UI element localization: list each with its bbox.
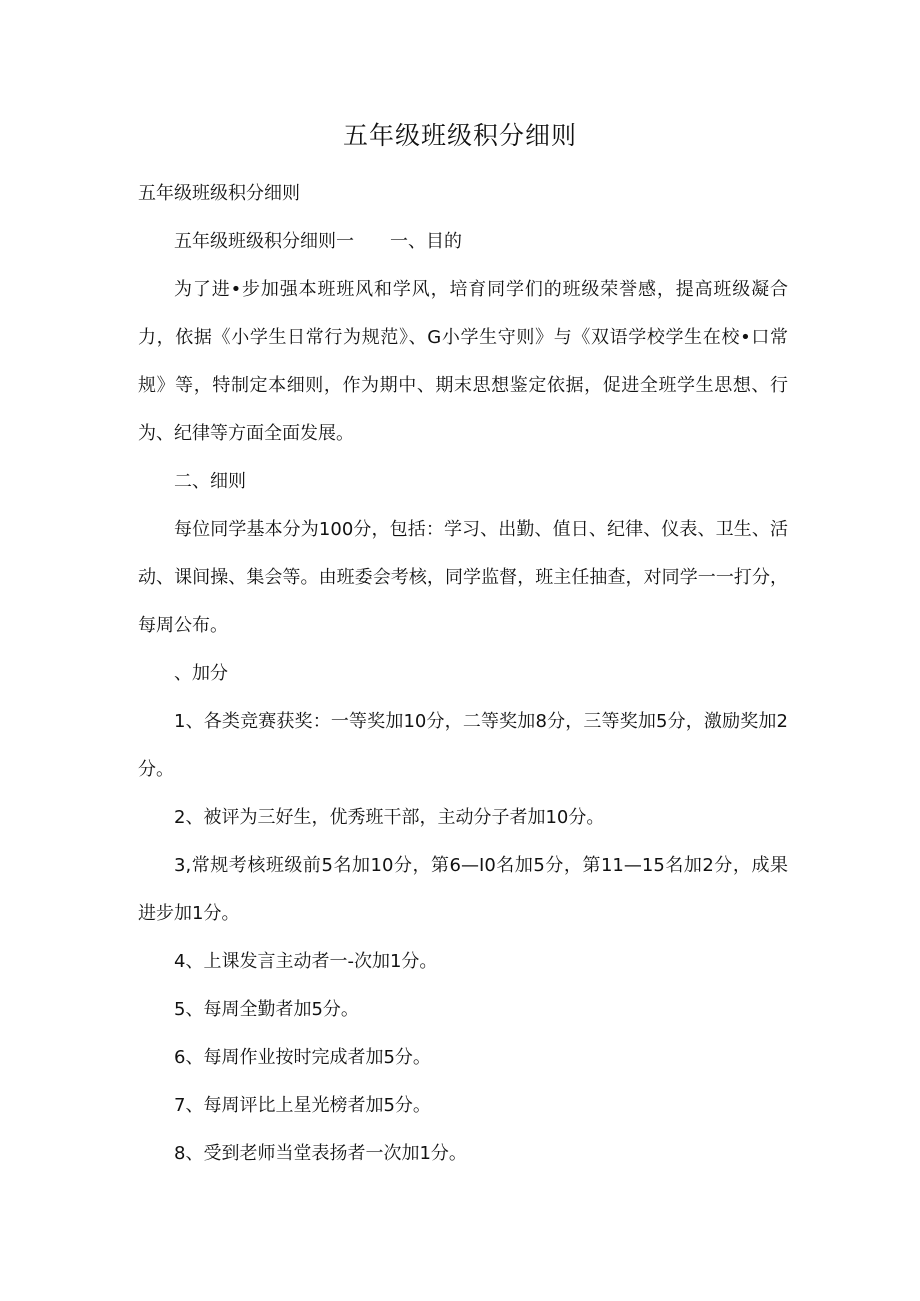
bonus-item-4: 4、上课发言主动者一-次加1分。: [174, 951, 438, 972]
document-subtitle: 五年级班级积分细则: [138, 183, 300, 204]
section-heading-rules: 二、细则: [174, 471, 246, 492]
bonus-item-3: 3,常规考核班级前5名加10分，第6—I0名加5分，第11—15名加2分，成果进步加1分。: [138, 855, 788, 924]
bonus-item-2: 2、被评为三好生，优秀班干部，主动分子者加10分。: [174, 807, 605, 828]
bonus-item-1: 1、各类竞赛获奖：一等奖加10分，二等奖加8分，三等奖加5分，激励奖加2分。: [138, 711, 788, 780]
document-title: 五年级班级积分细则: [342, 121, 577, 150]
section-heading-bonus: 、加分: [174, 663, 228, 684]
paragraph-purpose: 为了进•步加强本班班风和学风，培育同学们的班级荣誉感，提高班级凝合力，依据《小学生日常行为规范》、G小学生守则》与《双语学校学生在校•口常规》等，特制定本细则，作为期中、期末思想鉴定依据，促进全班学生思想、行为、纪律等方面全面发展。: [138, 279, 788, 444]
section-heading-purpose: 五年级班级积分细则一 一、目的: [174, 231, 462, 252]
paragraph-basic-score: 每位同学基本分为100分，包括：学习、出勤、值日、纪律、仪表、卫生、活动、课间操、集会等。由班委会考核，同学监督，班主任抽查，对同学一一打分，每周公布。: [138, 519, 788, 636]
bonus-item-6: 6、每周作业按时完成者加5分。: [174, 1047, 431, 1068]
bonus-item-8: 8、受到老师当堂表扬者一次加1分。: [174, 1143, 467, 1164]
bonus-item-5: 5、每周全勤者加5分。: [174, 999, 359, 1020]
bonus-item-7: 7、每周评比上星光榜者加5分。: [174, 1095, 431, 1116]
document-body: [138, 170, 788, 1178]
